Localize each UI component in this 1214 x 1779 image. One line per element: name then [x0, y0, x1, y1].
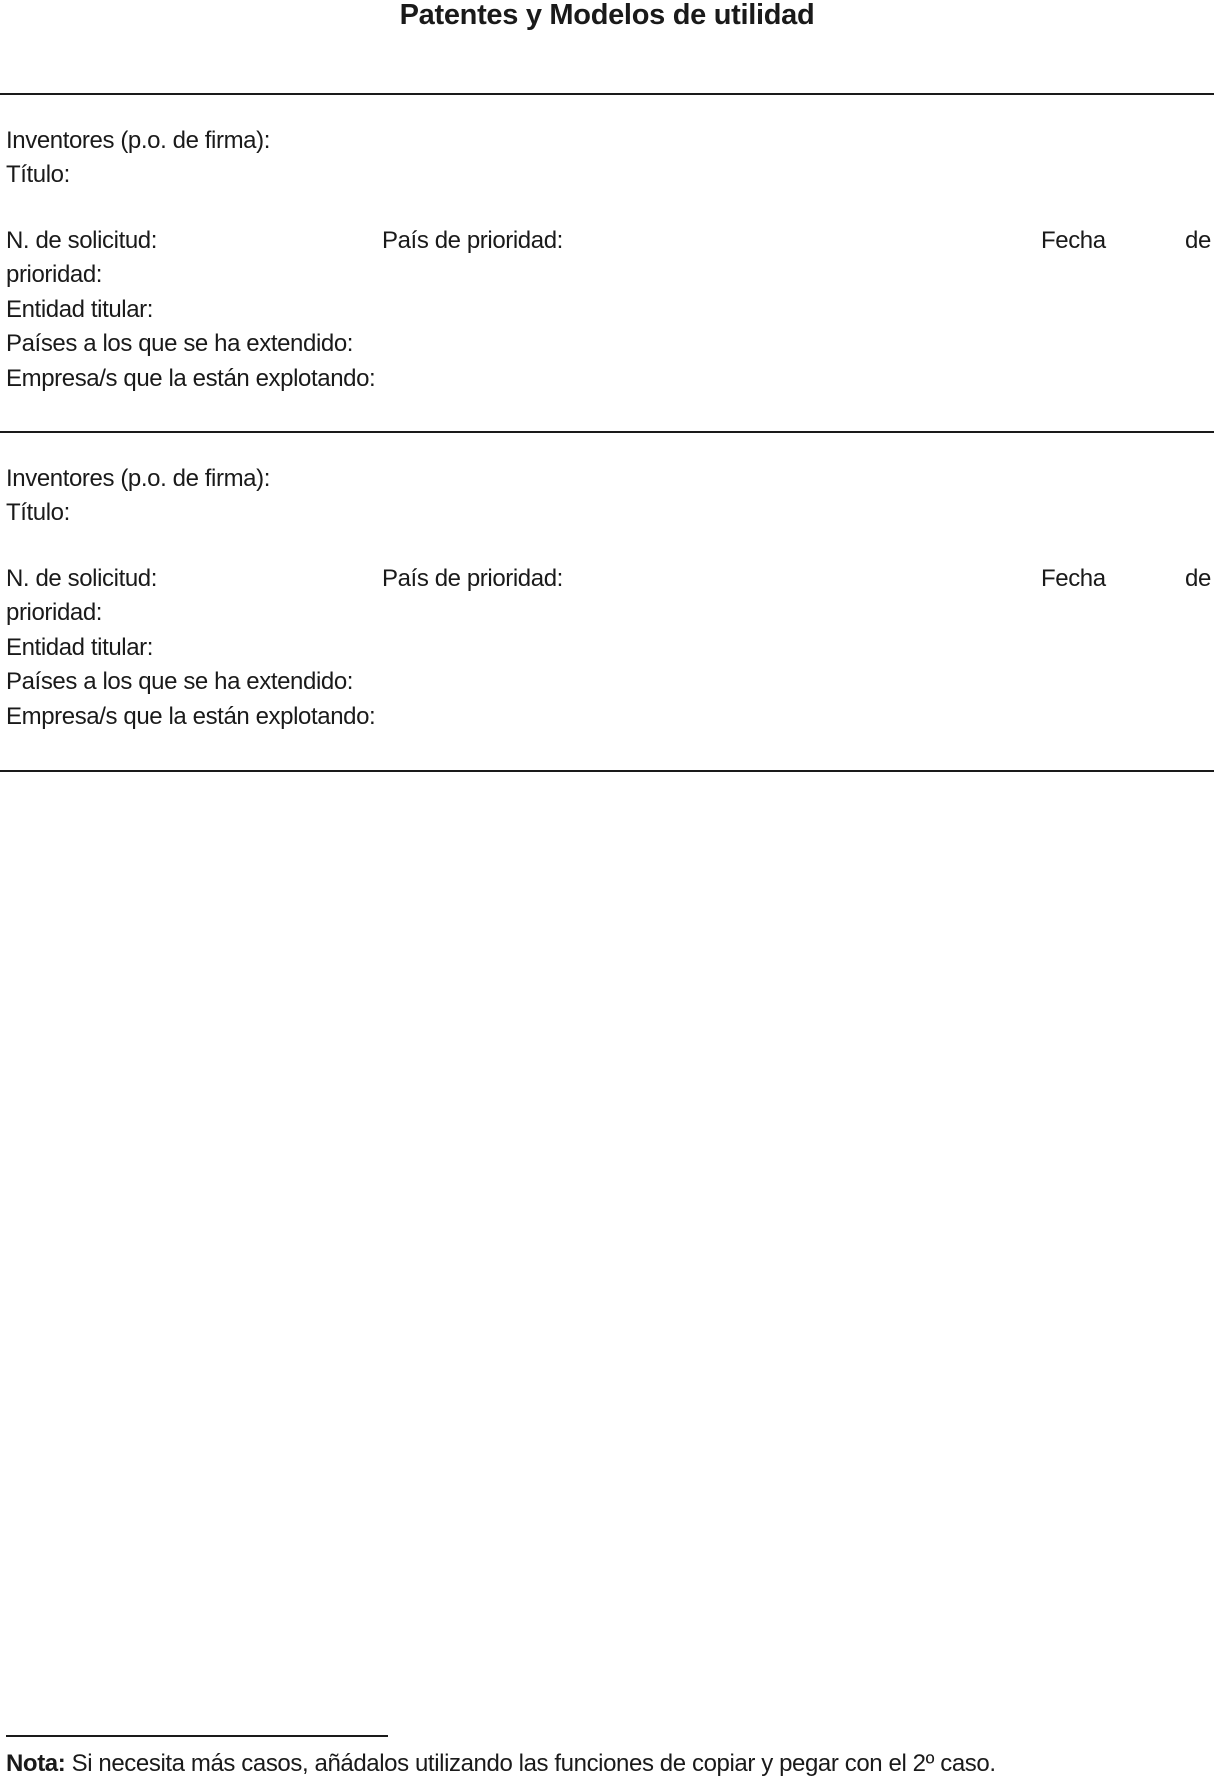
- empresas-label: Empresa/s que la están explotando:: [6, 703, 376, 730]
- n-solicitud-label: N. de solicitud:: [6, 227, 158, 254]
- inventores-label: Inventores (p.o. de firma):: [6, 465, 270, 492]
- divider: [0, 431, 1214, 433]
- paises-label: Países a los que se ha extendido:: [6, 330, 354, 357]
- entidad-titular-label: Entidad titular:: [6, 634, 154, 661]
- pais-prioridad-label: País de prioridad:: [382, 227, 563, 254]
- fecha-label: Fecha: [1041, 565, 1106, 592]
- inventores-label: Inventores (p.o. de firma):: [6, 127, 270, 154]
- entidad-titular-label: Entidad titular:: [6, 296, 154, 323]
- n-solicitud-label: N. de solicitud:: [6, 565, 158, 592]
- paises-label: Países a los que se ha extendido:: [6, 668, 354, 695]
- footnote: [6, 1750, 996, 1778]
- divider: [0, 93, 1214, 95]
- prioridad-label: prioridad:: [6, 261, 103, 288]
- empresas-label: Empresa/s que la están explotando:: [6, 365, 376, 392]
- titulo-label: Título:: [6, 499, 70, 526]
- footnote-text: Si necesita más casos, añádalos utilizando las funciones de copiar y pegar con el 2º caso.: [65, 1750, 996, 1777]
- divider: [0, 770, 1214, 772]
- fecha-label: Fecha: [1041, 227, 1106, 254]
- prioridad-label: prioridad:: [6, 599, 103, 626]
- titulo-label: Título:: [6, 161, 70, 188]
- pais-prioridad-label: País de prioridad:: [382, 565, 563, 592]
- page-title: Patentes y Modelos de utilidad: [399, 0, 815, 31]
- footnote-divider: [6, 1735, 388, 1737]
- de-label: de: [1185, 227, 1211, 254]
- de-label: de: [1185, 565, 1211, 592]
- footnote-label: Nota:: [6, 1750, 66, 1777]
